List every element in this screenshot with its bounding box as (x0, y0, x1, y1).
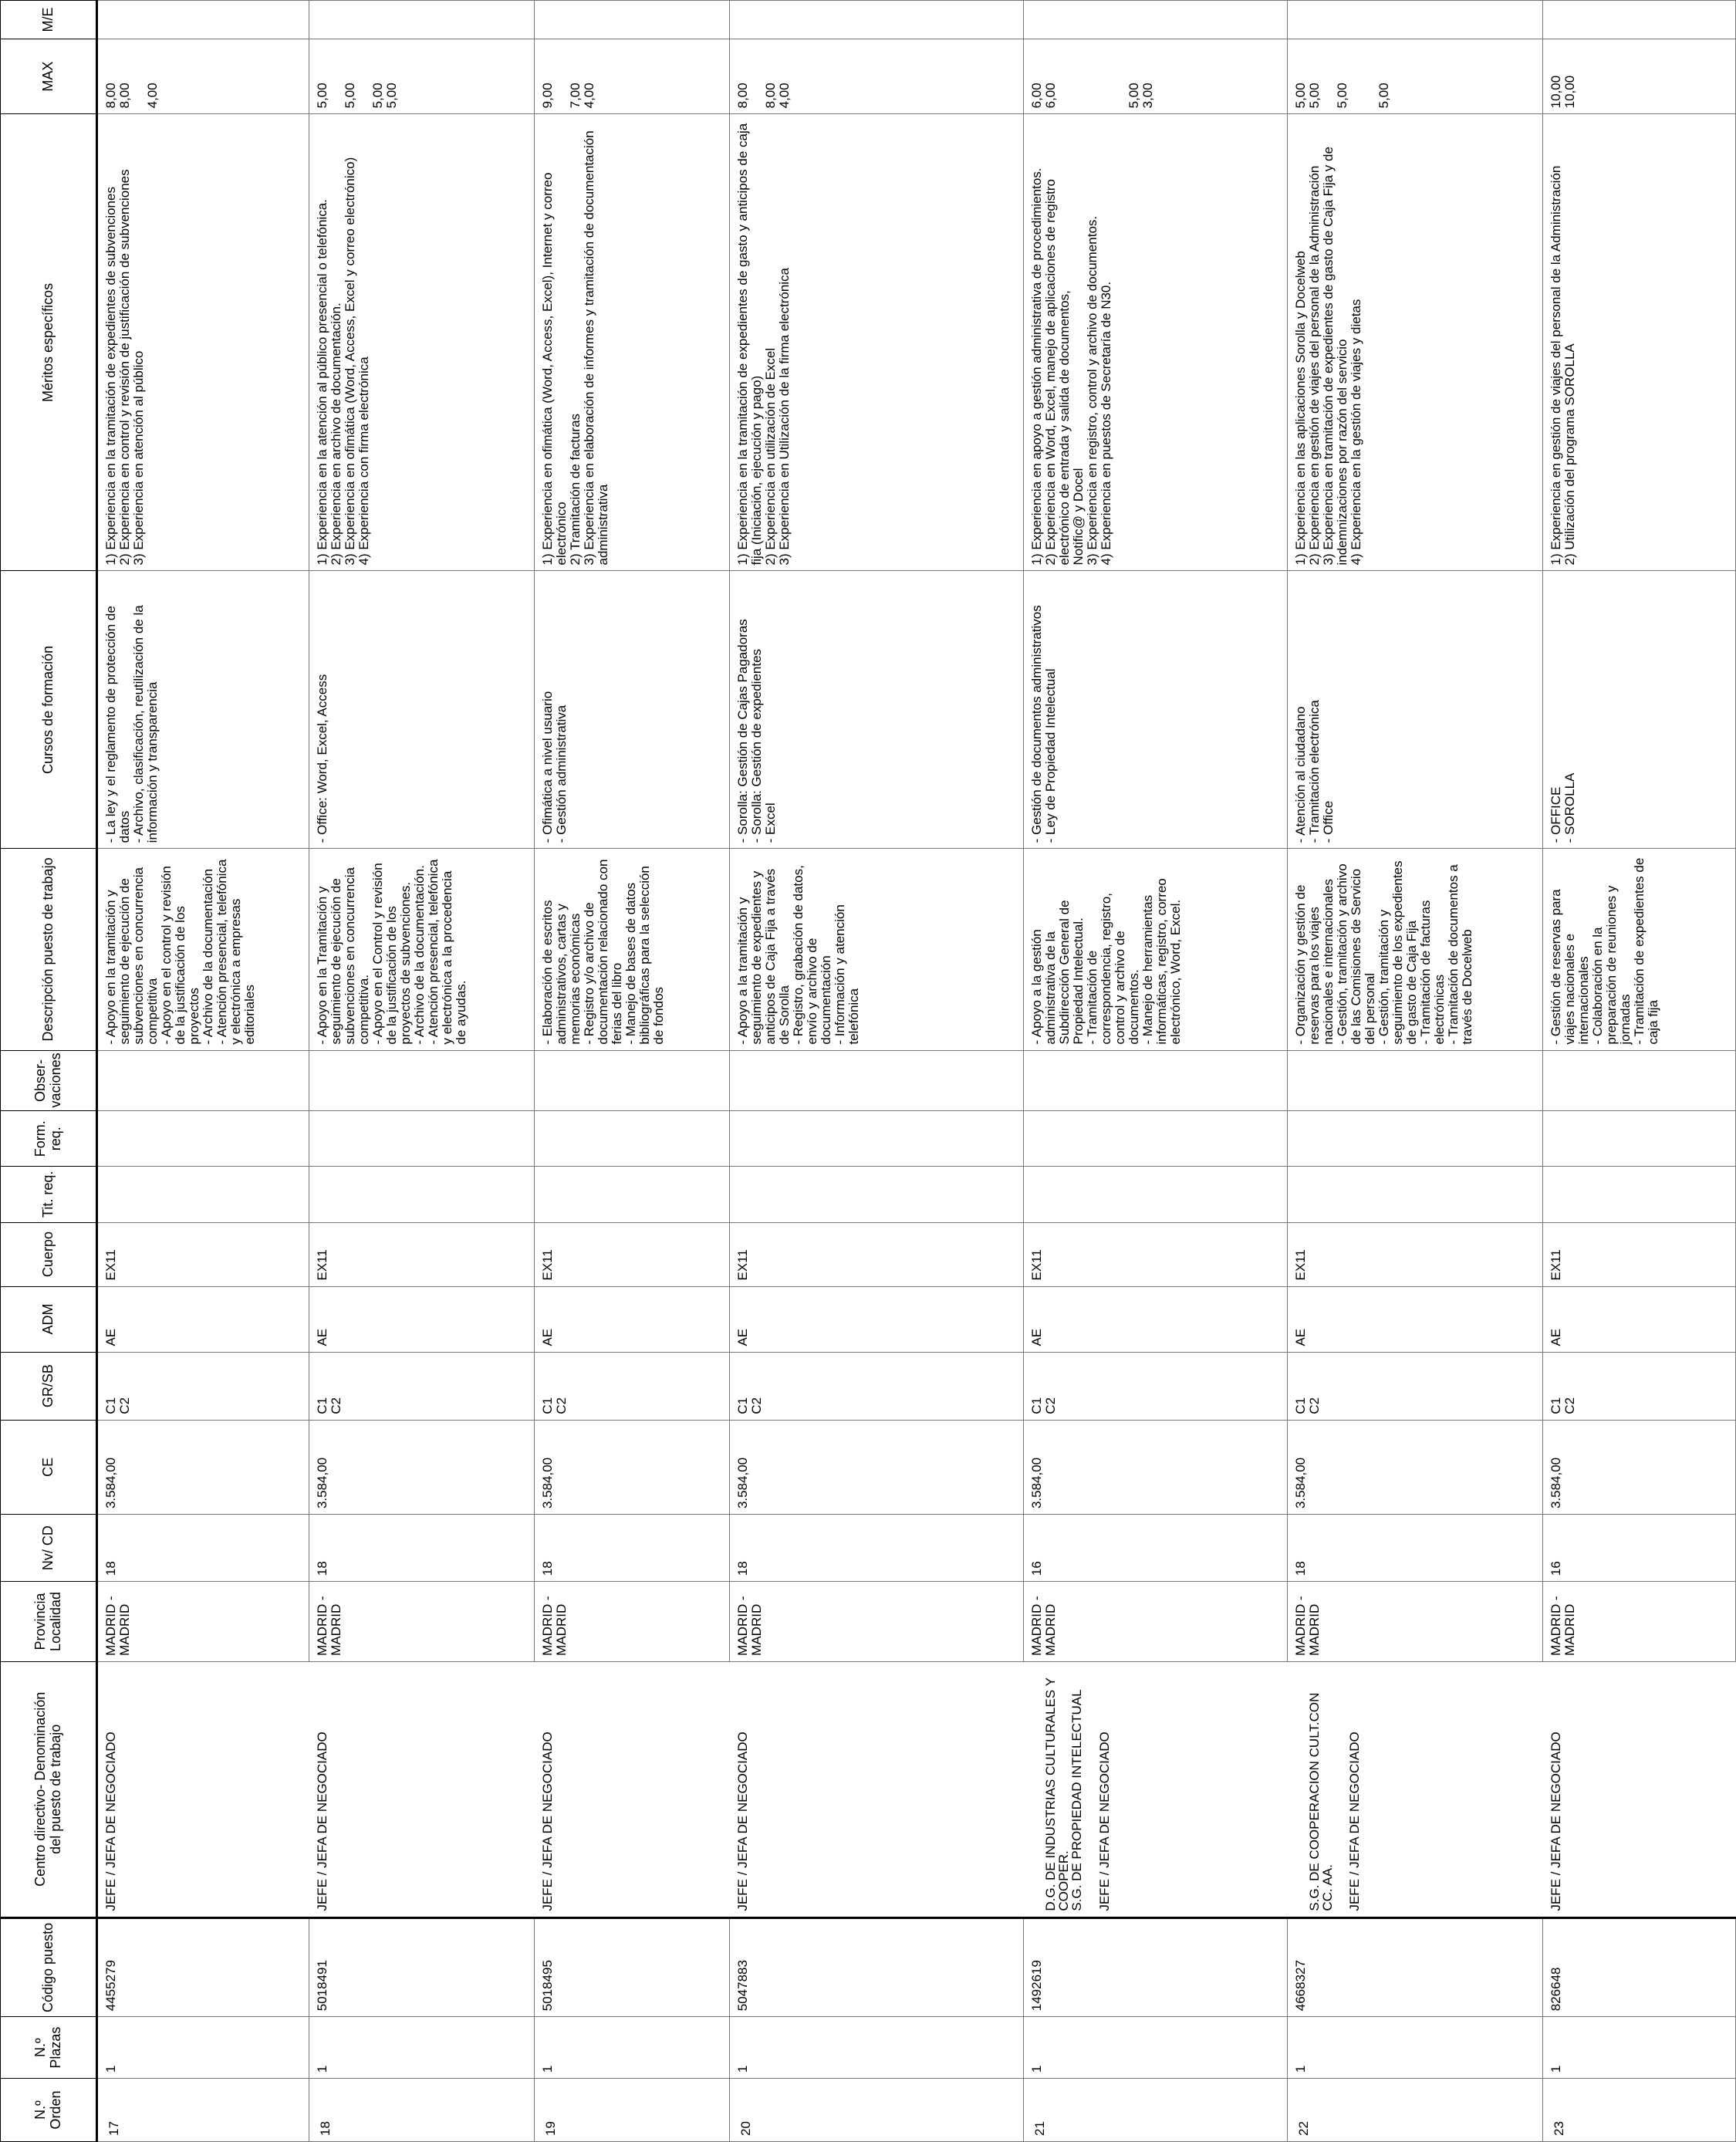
cell-me (1024, 1, 1288, 39)
cell-centro (535, 1661, 730, 1917)
header-centro: Centro directivo- Denominación del puesto de trabajo (1, 1661, 97, 1917)
header-me: M/E (1, 1, 97, 39)
cell-nivel: 18 (730, 1515, 1024, 1582)
cell-centro (1543, 1661, 1736, 1917)
header-plazas: N.º Plazas (1, 2017, 97, 2079)
cell-codigo: 826648 (1543, 1917, 1736, 2017)
cell-ce: 3.584,00 (97, 1420, 309, 1514)
cell-meritos: 1) Experiencia en apoyo a gestión administrativa de procedimientos. 2) Experiencia en Word, Excel, manejo de aplicaciones de registro electrónico de entrada y salida de documentos, Notific@ y Docel 3) Experiencia en registro, control y archivo de documentos. 4) Experiencia en puestos de Secretaría de N30. (1024, 114, 1288, 571)
cell-observaciones (97, 1050, 309, 1111)
cell-adm: AE (1024, 1286, 1288, 1352)
cell-grsb: C1 C2 (1024, 1352, 1288, 1420)
cell-puesto: JEFE / JEFA DE NEGOCIADO (735, 1732, 750, 1911)
cell-ce: 3.584,00 (1024, 1420, 1288, 1514)
cell-titreq (535, 1166, 730, 1222)
cell-codigo: 4455279 (97, 1917, 309, 2017)
cell-titreq (1024, 1166, 1288, 1222)
header-provincia: Provincia Localidad (1, 1582, 97, 1662)
cell-puesto: JEFE / JEFA DE NEGOCIADO (539, 1732, 555, 1911)
cell-descripcion: - Gestión de reservas para viajes nacionales e internacionales - Colaboración en la preparación de reuniones y jornadas - Tramitación de expedientes de caja fija (1543, 849, 1736, 1050)
cell-max: 6,00 6,00 5,00 3,00 (1024, 39, 1288, 113)
cell-cursos: - OFFICE - SOROLLA (1543, 571, 1736, 849)
cell-me (730, 1, 1024, 39)
cell-observaciones (535, 1050, 730, 1111)
cell-ce: 3.584,00 (309, 1420, 535, 1514)
table-row (1543, 1, 1736, 2142)
cell-plazas: 1 (535, 2017, 730, 2079)
cell-codigo: 1492619 (1024, 1917, 1288, 2017)
cell-formreq (1024, 1111, 1288, 1167)
cell-orden: 19 (535, 2079, 730, 2142)
cell-puesto: JEFE / JEFA DE NEGOCIADO (103, 1732, 118, 1911)
header-titreq: Tit. req. (1, 1166, 97, 1222)
cell-plazas: 1 (1543, 2017, 1736, 2079)
cell-codigo: 4668327 (1288, 1917, 1543, 2017)
cell-formreq (730, 1111, 1024, 1167)
header-row (1, 1, 97, 2142)
cell-adm: AE (1543, 1286, 1736, 1352)
header-grsb: GR/SB (1, 1352, 97, 1420)
cell-ce: 3.584,00 (730, 1420, 1024, 1514)
table-row (535, 1, 730, 2142)
cell-titreq (1543, 1166, 1736, 1222)
cell-descripcion: - Apoyo a la gestión administrativa de la Subdirección General de Propiedad Intelectual. - Tramitación de correspondencia, registro, control y archivo de documentos. - Manejo de herramientas informáticas, registro, correo electrónico, Word, Excel. (1024, 849, 1288, 1050)
cell-centro (730, 1661, 1024, 1917)
header-descripcion: Descripción puesto de trabajo (1, 849, 97, 1050)
cell-cursos: - Gestión de documentos administrativos - Ley de Propiedad Intelectual (1024, 571, 1288, 849)
cell-orden: 20 (730, 2079, 1024, 2142)
cell-nivel: 16 (1543, 1515, 1736, 1582)
cell-nivel: 18 (535, 1515, 730, 1582)
cell-provincia: MADRID - MADRID (1543, 1582, 1736, 1662)
cell-observaciones (1288, 1050, 1543, 1111)
cell-meritos: 1) Experiencia en las aplicaciones Sorolla y Docelweb 2) Experiencia en gestión de viajes del personal de la Administración 3) Experiencia en tramitación de expedientes de gasto de Caja Fija y de indemnizaciones por razón del servicio 4) Experiencia en la gestión de viajes y dietas (1288, 114, 1543, 571)
cell-formreq (1288, 1111, 1543, 1167)
header-cuerpo: Cuerpo (1, 1222, 97, 1286)
cell-grsb: C1 C2 (1288, 1352, 1543, 1420)
header-nivel: Nv/ CD (1, 1515, 97, 1582)
cell-cuerpo: EX11 (1543, 1222, 1736, 1286)
cell-titreq (1288, 1166, 1543, 1222)
header-ce: CE (1, 1420, 97, 1514)
cell-provincia: MADRID - MADRID (1288, 1582, 1543, 1662)
cell-nivel: 18 (97, 1515, 309, 1582)
cell-me (309, 1, 535, 39)
cell-max: 9,00 7,00 4,00 (535, 39, 730, 113)
cell-codigo: 5018495 (535, 1917, 730, 2017)
cell-adm: AE (1288, 1286, 1543, 1352)
cell-observaciones (309, 1050, 535, 1111)
cell-centro (97, 1661, 309, 1917)
cell-formreq (309, 1111, 535, 1167)
cell-titreq (730, 1166, 1024, 1222)
cell-orden: 18 (309, 2079, 535, 2142)
cell-observaciones (730, 1050, 1024, 1111)
cell-provincia: MADRID - MADRID (309, 1582, 535, 1662)
header-codigo: Código puesto (1, 1917, 97, 2017)
cell-max: 5,00 5,00 5,00 5,00 (1288, 39, 1543, 113)
table-row (1288, 1, 1543, 2142)
cell-orden: 17 (97, 2079, 309, 2142)
cell-cursos: - Office: Word, Excel, Access (309, 571, 535, 849)
table-row (730, 1, 1024, 2142)
cell-provincia: MADRID - MADRID (730, 1582, 1024, 1662)
header-adm: ADM (1, 1286, 97, 1352)
cell-nivel: 18 (309, 1515, 535, 1582)
cell-codigo: 5047883 (730, 1917, 1024, 2017)
header-orden: N.º Orden (1, 2079, 97, 2142)
cell-unidad: D.G. DE INDUSTRIAS CULTURALES Y COOPER. S.G. DE PROPIEDAD INTELECTUAL (1042, 1677, 1085, 1911)
cell-plazas: 1 (1288, 2017, 1543, 2079)
cell-adm: AE (97, 1286, 309, 1352)
cell-descripcion: - Apoyo a la tramitación y seguimiento de expedientes y anticipos de Caja Fija a través de Sorolla - Registro, grabación de datos, envío y archivo de documentación - Información y atención telefónica (730, 849, 1024, 1050)
cell-cuerpo: EX11 (97, 1222, 309, 1286)
cell-provincia: MADRID - MADRID (97, 1582, 309, 1662)
cell-meritos: 1) Experiencia en ofimática (Word, Access, Excel), Internet y correo electrónico 2) Tramitación de facturas 3) Experiencia en elaboración de informes y tramitación de documentación administrativa (535, 114, 730, 571)
cell-provincia: MADRID - MADRID (535, 1582, 730, 1662)
cell-cuerpo: EX11 (1024, 1222, 1288, 1286)
cell-adm: AE (309, 1286, 535, 1352)
cell-observaciones (1024, 1050, 1288, 1111)
cell-max: 10,00 10,00 (1543, 39, 1736, 113)
cell-me (97, 1, 309, 39)
cell-formreq (1543, 1111, 1736, 1167)
cell-plazas: 1 (97, 2017, 309, 2079)
cell-grsb: C1 C2 (535, 1352, 730, 1420)
header-formreq: Form. req. (1, 1111, 97, 1167)
cell-cuerpo: EX11 (535, 1222, 730, 1286)
cell-centro (1288, 1661, 1543, 1917)
cell-cuerpo: EX11 (1288, 1222, 1543, 1286)
table-row (97, 1, 309, 2142)
cell-observaciones (1543, 1050, 1736, 1111)
table-row (309, 1, 535, 2142)
cell-puesto: JEFE / JEFA DE NEGOCIADO (1096, 1732, 1112, 1911)
cell-cursos: - Atención al ciudadano - Tramitación electrónica - Office (1288, 571, 1543, 849)
cell-grsb: C1 C2 (730, 1352, 1024, 1420)
cell-cuerpo: EX11 (309, 1222, 535, 1286)
cell-nivel: 18 (1288, 1515, 1543, 1582)
cell-meritos: 1) Experiencia en la tramitación de expedientes de subvenciones 2) Experiencia en control y revisión de justificación de subvenciones 3) Experiencia en atención al público (97, 114, 309, 571)
cell-formreq (535, 1111, 730, 1167)
cell-titreq (309, 1166, 535, 1222)
cell-me (1543, 1, 1736, 39)
cell-grsb: C1 C2 (309, 1352, 535, 1420)
cell-formreq (97, 1111, 309, 1167)
cell-grsb: C1 C2 (97, 1352, 309, 1420)
cell-max: 8,00 8,00 4,00 (730, 39, 1024, 113)
cell-meritos: 1) Experiencia en gestión de viajes del personal de la Administración 2) Utilización del programa SOROLLA (1543, 114, 1736, 571)
cell-ce: 3.584,00 (535, 1420, 730, 1514)
header-cursos: Cursos de formación (1, 571, 97, 849)
cell-centro (1024, 1661, 1288, 1917)
cell-provincia: MADRID - MADRID (1024, 1582, 1288, 1662)
cell-me (535, 1, 730, 39)
cell-plazas: 1 (730, 2017, 1024, 2079)
cell-centro (309, 1661, 535, 1917)
cell-meritos: 1) Experiencia en la atención al público presencial o telefónica. 2) Experiencia en archivo de documentación. 3) Experiencia en ofimática (Word, Access, Excel y correo electrónico) 4) Experiencia con firma electrónica (309, 114, 535, 571)
table-row (1024, 1, 1288, 2142)
cell-unidad: S.G. DE COOPERACION CULT.CON CC. AA. (1306, 1692, 1335, 1911)
header-meritos: Méritos específicos (1, 114, 97, 571)
cell-titreq (97, 1166, 309, 1222)
cell-puesto: JEFE / JEFA DE NEGOCIADO (314, 1732, 329, 1911)
cell-max: 8,00 8,00 4,00 (97, 39, 309, 113)
cell-descripcion: - Elaboración de escritos administrativos, cartas y memorias económicas - Registro y/o archivo de documentación relacionado con ferias del libro - Manejo de bases de datos bibliográficas para la selección de fondos (535, 849, 730, 1050)
cell-descripcion: - Organización y gestión de reservas para los viajes nacionales e internacionales - Gestión, tramitación y archivo de las Comisiones de Servicio del personal - Gestión, tramitación y seguimiento de los expedientes de gasto de Caja Fija - Tramitación de facturas electrónicas - Tramitación de documentos a través de Docelweb (1288, 849, 1543, 1050)
cell-puesto: JEFE / JEFA DE NEGOCIADO (1548, 1732, 1563, 1911)
cell-orden: 21 (1024, 2079, 1288, 2142)
header-observaciones: Obser- vaciones (1, 1050, 97, 1111)
cell-ce: 3.584,00 (1543, 1420, 1736, 1514)
cell-codigo: 5018491 (309, 1917, 535, 2017)
cell-cuerpo: EX11 (730, 1222, 1024, 1286)
cell-descripcion: - Apoyo en la Tramitación y seguimiento de ejecución de subvenciones en concurrencia competitiva. - Apoyo en el Control y revisión de la justificación de los proyectos de subvenciones. - Archivo de la documentación. - Atención presencial, telefónica y electrónica a la procedencia de ayudas. (309, 849, 535, 1050)
cell-orden: 22 (1288, 2079, 1543, 2142)
cell-puesto: JEFE / JEFA DE NEGOCIADO (1347, 1732, 1363, 1911)
cell-adm: AE (535, 1286, 730, 1352)
cell-cursos: - La ley y el reglamento de protección de datos - Archivo, clasificación, reutilización de la información y transparencia (97, 571, 309, 849)
cell-descripcion: - Apoyo en la tramitación y seguimiento de ejecución de subvenciones en concurrencia competitiva - Apoyo en el control y revisión de la justificación de los proyectos - Archivo de la documentación - Atención presencial, telefónica y electrónica a empresas editoriales (97, 849, 309, 1050)
cell-cursos: - Sorolla: Gestión de Cajas Pagadoras - Sorolla: Gestión de expedientes - Excel (730, 571, 1024, 849)
header-max: MAX (1, 39, 97, 113)
cell-adm: AE (730, 1286, 1024, 1352)
cell-meritos: 1) Experiencia en la tramitación de expedientes de gasto y anticipos de caja fija (Iniciación, ejecución y pago) 2) Experiencia en utilización de Excel 3) Experiencia en Utilización de la firma electrónica (730, 114, 1024, 571)
table-body (97, 1, 1736, 2142)
cell-nivel: 16 (1024, 1515, 1288, 1582)
cell-max: 5,00 5,00 5,00 5,00 (309, 39, 535, 113)
cell-plazas: 1 (309, 2017, 535, 2079)
cell-plazas: 1 (1024, 2017, 1288, 2079)
cell-me (1288, 1, 1543, 39)
cell-ce: 3.584,00 (1288, 1420, 1543, 1514)
cell-cursos: - Ofimática a nivel usuario - Gestión administrativa (535, 571, 730, 849)
cell-grsb: C1 C2 (1543, 1352, 1736, 1420)
cell-orden: 23 (1543, 2079, 1736, 2142)
